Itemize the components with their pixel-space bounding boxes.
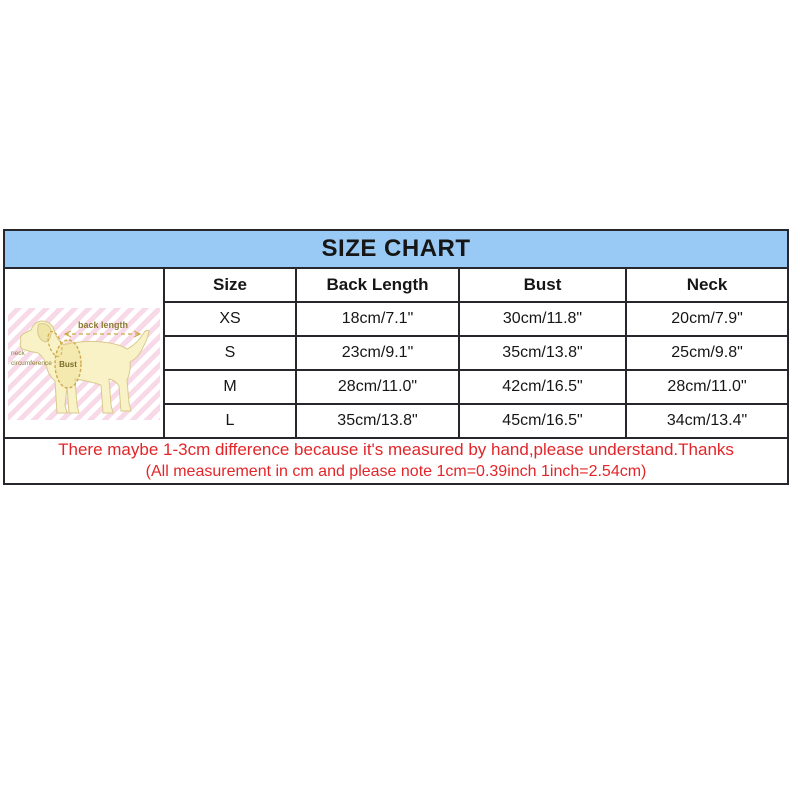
cell-size: XS [164,302,296,336]
measurement-note [4,438,788,484]
note-line-1: There maybe 1-3cm difference because it's measured by hand,please understand.Thanks [58,440,734,459]
back-length-arrow [65,331,140,337]
cell-size: S [164,336,296,370]
cell-back-length: 18cm/7.1" [296,302,459,336]
neck-label-line1: neck [11,349,25,357]
cell-size: M [164,370,296,404]
cell-bust: 42cm/16.5" [459,370,626,404]
dog-measurement-diagram [8,308,160,420]
neck-label-line2: circumference [11,359,52,367]
cell-neck: 34cm/13.4" [626,404,788,438]
cell-bust: 35cm/13.8" [459,336,626,370]
cell-back-length: 35cm/13.8" [296,404,459,438]
cell-back-length: 23cm/9.1" [296,336,459,370]
cell-bust: 45cm/16.5" [459,404,626,438]
dog-diagram-cell [4,268,164,438]
cell-neck: 28cm/11.0" [626,370,788,404]
bust-label: Bust [59,359,77,369]
column-header-bust: Bust [459,268,626,302]
cell-back-length: 28cm/11.0" [296,370,459,404]
cell-size: L [164,404,296,438]
cell-neck: 25cm/9.8" [626,336,788,370]
dog-illustration [8,308,160,420]
size-chart-table [3,229,789,485]
size-chart-title: SIZE CHART [4,230,788,268]
note-line-2: (All measurement in cm and please note 1cm=0.39inch 1inch=2.54cm) [145,463,647,480]
cell-bust: 30cm/11.8" [459,302,626,336]
column-header-size: Size [164,268,296,302]
column-header-back-length: Back Length [296,268,459,302]
back-length-label: back length [77,319,129,330]
column-header-neck: Neck [626,268,788,302]
cell-neck: 20cm/7.9" [626,302,788,336]
